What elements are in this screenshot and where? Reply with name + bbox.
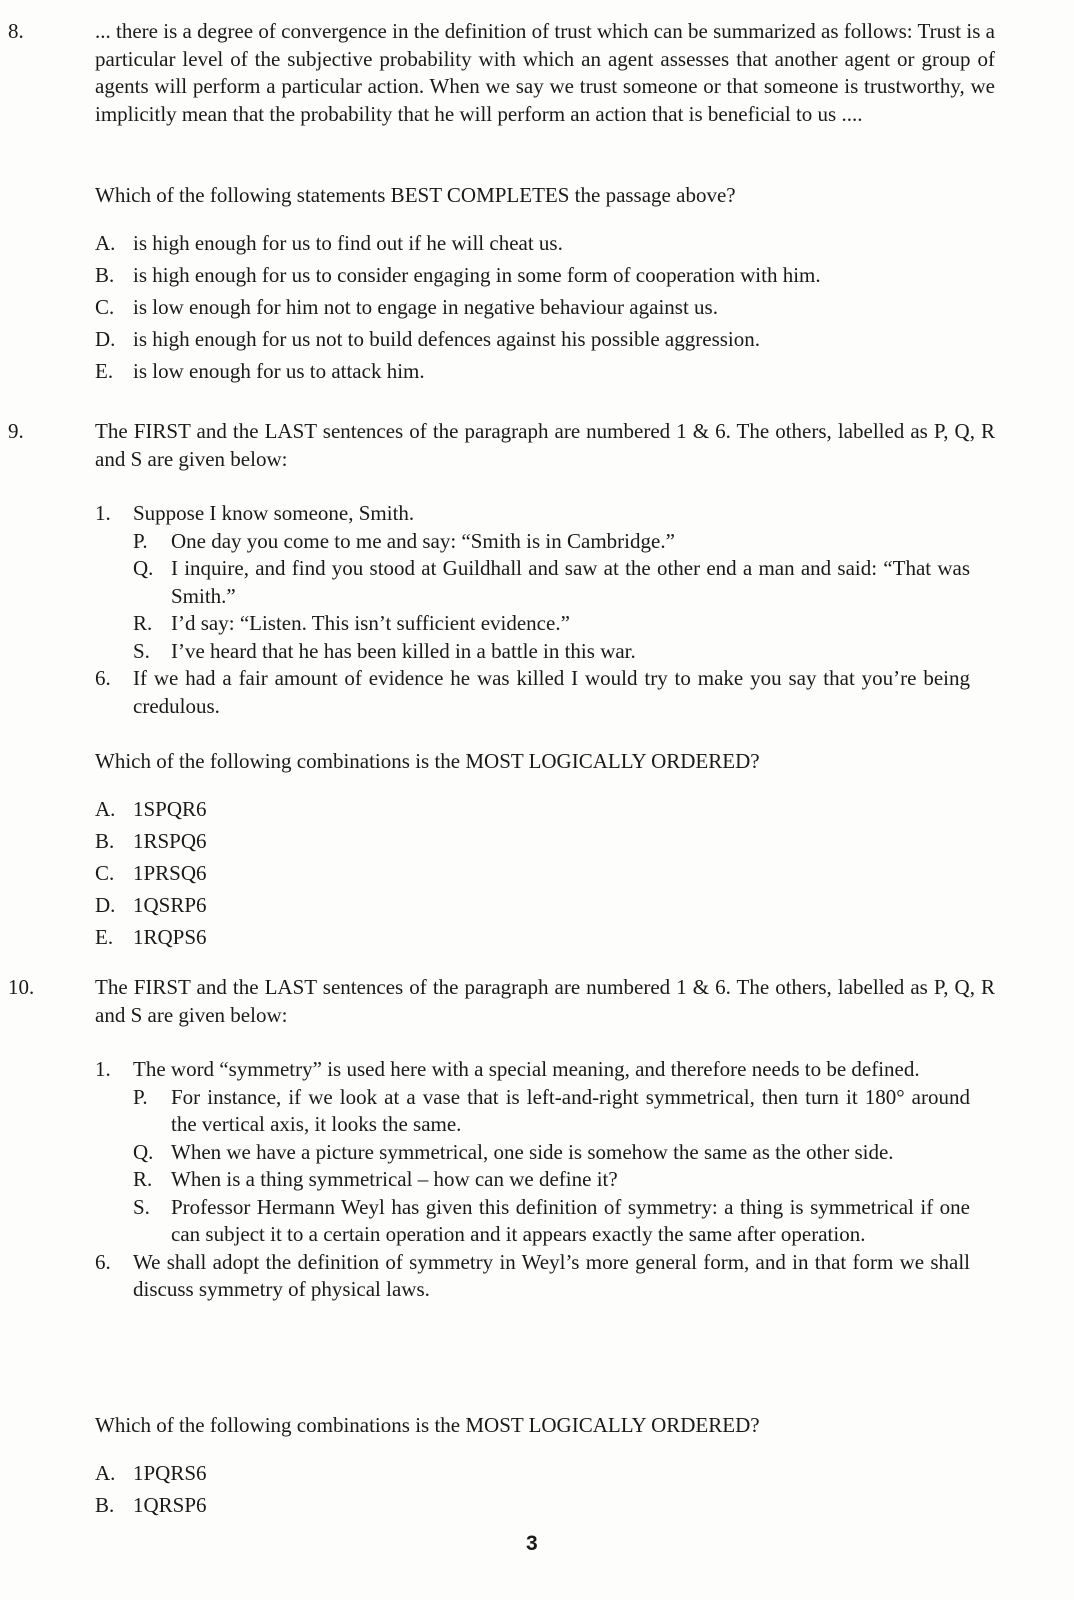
answer-option[interactable]: [95, 924, 995, 956]
option-letter: B.: [95, 1493, 115, 1517]
option-text: 1QSRP6: [133, 893, 207, 917]
sentence-label: Q.: [133, 1139, 154, 1164]
sentence-text: We shall adopt the definition of symmetry in Weyl’s more general form, and in that form we shall discuss symmetry of physical laws.: [133, 1249, 970, 1301]
option-text: is high enough for us to consider engaging in some form of cooperation with him.: [133, 263, 821, 287]
sentence-last: [95, 1249, 970, 1304]
option-letter: D.: [95, 327, 116, 351]
option-text: 1SPQR6: [133, 797, 207, 821]
passage-text: ... there is a degree of convergence in the definition of trust which can be summarized as follows: Trust is a particular level of the subjective probability with which an agent assesses that another agent or group of agents will perform a particular action. When we say we trust someone or that someone is trustworthy, we implicitly mean that the probability that he will perform an action that is beneficial to us ....: [95, 19, 995, 126]
sentence-label: Q.: [133, 556, 154, 580]
question-stem: Which of the following statements BEST COMPLETES the passage above?: [95, 183, 736, 207]
option-letter: E.: [95, 925, 114, 949]
option-letter: D.: [95, 893, 116, 917]
sentence-last: [95, 665, 970, 720]
page-number: 3: [526, 1532, 538, 1555]
answer-option[interactable]: [95, 326, 995, 358]
sentence-text: I’ve heard that he has been killed in a battle in this war.: [171, 638, 636, 663]
sentence-p: [133, 528, 970, 556]
answer-options: [95, 796, 995, 956]
sentence-label: S.: [133, 1194, 150, 1219]
answer-option[interactable]: [95, 892, 995, 924]
answer-option[interactable]: [95, 828, 995, 860]
option-text: is low enough for him not to engage in negative behaviour against us.: [133, 295, 718, 319]
sentence-list: [95, 1056, 970, 1304]
sentence-r: [133, 610, 970, 638]
sentence-label: R.: [133, 1167, 153, 1191]
sentence-text: When is a thing symmetrical – how can we define it?: [171, 1167, 618, 1191]
option-letter: A.: [95, 231, 116, 255]
sentence-text: If we had a fair amount of evidence he was killed I would try to make you say that you’re being credulous.: [133, 666, 970, 718]
sentence-label: R.: [133, 611, 153, 635]
sentence-s: [133, 638, 970, 666]
option-letter: C.: [95, 861, 115, 885]
answer-option[interactable]: [95, 358, 995, 390]
option-letter: A.: [95, 797, 116, 821]
answer-options: [95, 230, 995, 390]
option-letter: A.: [95, 1461, 116, 1485]
question-number: 10.: [8, 975, 35, 999]
answer-option[interactable]: [95, 230, 995, 262]
sentence-first: [95, 1056, 970, 1084]
answer-option[interactable]: [95, 860, 995, 892]
sentence-label: 1.: [95, 1057, 111, 1081]
sentence-text: When we have a picture symmetrical, one side is somehow the same as the other side.: [171, 1139, 894, 1164]
option-letter: B.: [95, 263, 115, 287]
sentence-text: For instance, if we look at a vase that is left-and-right symmetrical, then turn it 180° around the vertical axis, it looks the same.: [171, 1084, 970, 1136]
sentence-text: I’d say: “Listen. This isn’t sufficient evidence.”: [171, 611, 570, 635]
sentence-text: One day you come to me and say: “Smith is in Cambridge.”: [171, 528, 675, 553]
sentence-list: [95, 500, 970, 720]
question-stem: Which of the following combinations is the MOST LOGICALLY ORDERED?: [95, 749, 760, 773]
option-text: 1RSPQ6: [133, 829, 207, 853]
sentence-text: Professor Hermann Weyl has given this definition of symmetry: a thing is symmetrical if one can subject it to a certain operation and it appears exactly the same after operation.: [171, 1194, 970, 1246]
answer-option[interactable]: [95, 1492, 995, 1524]
option-text: 1PRSQ6: [133, 861, 207, 885]
option-text: 1RQPS6: [133, 925, 207, 949]
answer-option[interactable]: [95, 1460, 995, 1492]
sentence-first: [95, 500, 970, 528]
sentence-s: [133, 1194, 970, 1249]
option-text: is high enough for us to find out if he will cheat us.: [133, 231, 563, 255]
question-intro: The FIRST and the LAST sentences of the paragraph are numbered 1 & 6. The others, labelled as P, Q, R and S are given below:: [95, 419, 995, 471]
question-stem: Which of the following combinations is the MOST LOGICALLY ORDERED?: [95, 1413, 760, 1437]
sentence-q: [133, 1139, 970, 1167]
option-text: is high enough for us not to build defences against his possible aggression.: [133, 327, 760, 351]
answer-option[interactable]: [95, 262, 995, 294]
sentence-label: S.: [133, 638, 150, 663]
sentence-q: [133, 555, 970, 610]
sentence-label: 1.: [95, 501, 111, 525]
sentence-text: Suppose I know someone, Smith.: [133, 501, 415, 525]
sentence-label: P.: [133, 1084, 148, 1109]
option-letter: B.: [95, 829, 115, 853]
sentence-text: I inquire, and find you stood at Guildhall and saw at the other end a man and said: “That was Smith.”: [171, 556, 970, 608]
option-text: 1PQRS6: [133, 1461, 207, 1485]
sentence-label: 6.: [95, 1249, 111, 1274]
sentence-r: [133, 1166, 970, 1194]
option-text: 1QRSP6: [133, 1493, 207, 1517]
answer-option[interactable]: [95, 796, 995, 828]
answer-option[interactable]: [95, 294, 995, 326]
question-intro: The FIRST and the LAST sentences of the paragraph are numbered 1 & 6. The others, labelled as P, Q, R and S are given below:: [95, 975, 995, 1027]
question-number: 9.: [8, 419, 24, 443]
option-letter: C.: [95, 295, 115, 319]
sentence-label: 6.: [95, 666, 111, 690]
option-text: is low enough for us to attack him.: [133, 359, 425, 383]
sentence-label: P.: [133, 528, 148, 553]
option-letter: E.: [95, 359, 114, 383]
answer-options: [95, 1460, 995, 1524]
question-number: 8.: [8, 19, 24, 43]
sentence-p: [133, 1084, 970, 1139]
sentence-text: The word “symmetry” is used here with a special meaning, and therefore needs to be defined.: [133, 1057, 920, 1081]
